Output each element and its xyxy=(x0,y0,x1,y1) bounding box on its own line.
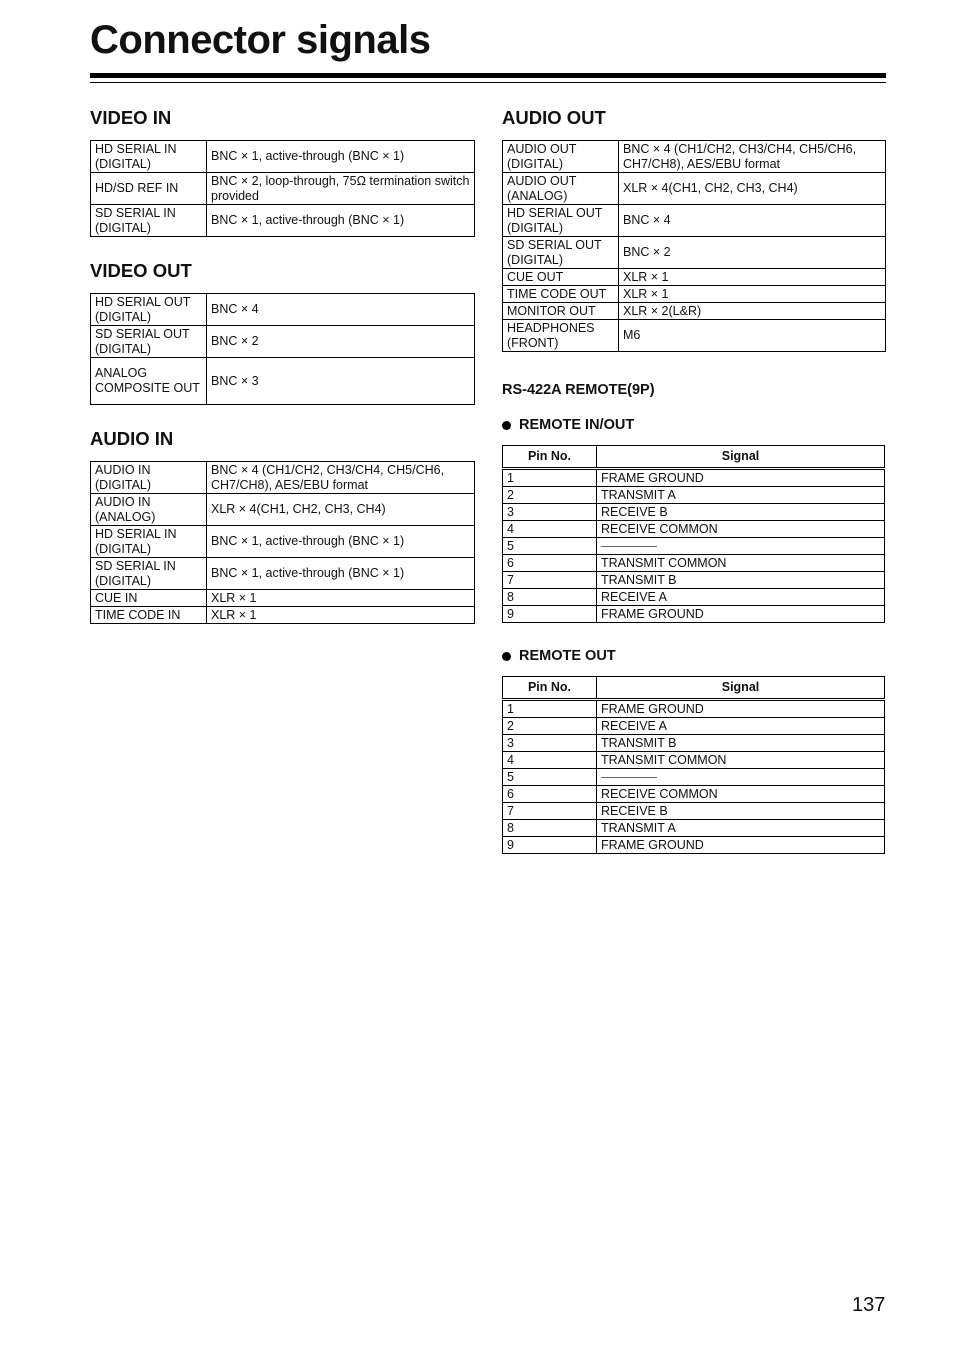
pin-signal-empty xyxy=(597,538,885,555)
table-row xyxy=(503,521,885,538)
connector-name: AUDIO IN (DIGITAL) xyxy=(91,462,207,494)
pin-number: 4 xyxy=(503,521,597,538)
connector-name: AUDIO IN (ANALOG) xyxy=(91,494,207,526)
connector-spec: BNC × 2, loop-through, 75Ω termination switch provided xyxy=(207,173,475,205)
table-row xyxy=(91,205,475,237)
audio-in-table xyxy=(90,461,475,624)
connector-spec: XLR × 4(CH1, CH2, CH3, CH4) xyxy=(207,494,475,526)
left-column xyxy=(90,106,475,624)
table-row xyxy=(503,205,886,237)
pin-signal: TRANSMIT B xyxy=(597,735,885,752)
pin-column-header: Pin No. xyxy=(503,677,597,700)
connector-spec: BNC × 1, active-through (BNC × 1) xyxy=(207,526,475,558)
table-row xyxy=(503,820,885,837)
connector-spec: BNC × 1, active-through (BNC × 1) xyxy=(207,558,475,590)
table-row xyxy=(91,462,475,494)
remote-out-table xyxy=(502,676,885,854)
connector-name: HD SERIAL IN (DIGITAL) xyxy=(91,141,207,173)
connector-name: HD SERIAL OUT (DIGITAL) xyxy=(91,294,207,326)
table-row xyxy=(91,173,475,205)
table-row xyxy=(503,320,886,352)
pin-signal: FRAME GROUND xyxy=(597,606,885,623)
table-row xyxy=(91,590,475,607)
connector-name: CUE IN xyxy=(91,590,207,607)
table-row xyxy=(503,237,886,269)
table-row xyxy=(503,606,885,623)
pin-number: 9 xyxy=(503,606,597,623)
audio-in-heading: AUDIO IN xyxy=(90,428,174,449)
signal-column-header: Signal xyxy=(597,677,885,700)
connector-name: HD/SD REF IN xyxy=(91,173,207,205)
video-in-heading: VIDEO IN xyxy=(90,107,172,128)
connector-spec: XLR × 1 xyxy=(207,590,475,607)
table-row xyxy=(503,538,885,555)
pin-signal: FRAME GROUND xyxy=(597,837,885,854)
table-row xyxy=(91,326,475,358)
table-row xyxy=(503,269,886,286)
video-out-table xyxy=(90,293,475,405)
pin-number: 5 xyxy=(503,538,597,555)
pin-signal: TRANSMIT A xyxy=(597,820,885,837)
table-row xyxy=(503,141,886,173)
connector-name: SD SERIAL IN (DIGITAL) xyxy=(91,205,207,237)
connector-spec: BNC × 1, active-through (BNC × 1) xyxy=(207,205,475,237)
pin-signal: RECEIVE B xyxy=(597,504,885,521)
pin-signal: RECEIVE A xyxy=(597,718,885,735)
connector-name: HEADPHONES (FRONT) xyxy=(503,320,619,352)
pin-signal: RECEIVE A xyxy=(597,589,885,606)
empty-dash xyxy=(601,777,657,778)
pin-number: 1 xyxy=(503,700,597,718)
pin-number: 3 xyxy=(503,735,597,752)
rs422-heading: RS-422A REMOTE(9P) xyxy=(502,382,655,398)
connector-spec: BNC × 2 xyxy=(207,326,475,358)
table-row xyxy=(503,487,885,504)
table-row xyxy=(503,469,885,487)
pin-number: 8 xyxy=(503,820,597,837)
table-row xyxy=(91,141,475,173)
connector-spec: BNC × 4 (CH1/CH2, CH3/CH4, CH5/CH6, CH7/CH8), AES/EBU format xyxy=(207,462,475,494)
remote-out-heading xyxy=(502,646,886,666)
table-row xyxy=(503,286,886,303)
pin-signal: TRANSMIT COMMON xyxy=(597,752,885,769)
pin-signal: RECEIVE B xyxy=(597,803,885,820)
connector-spec: XLR × 2(L&R) xyxy=(619,303,886,320)
connector-name: HD SERIAL OUT (DIGITAL) xyxy=(503,205,619,237)
connector-name: AUDIO OUT (DIGITAL) xyxy=(503,141,619,173)
table-row xyxy=(91,494,475,526)
pin-signal-empty xyxy=(597,769,885,786)
connector-name: AUDIO OUT (ANALOG) xyxy=(503,173,619,205)
empty-dash xyxy=(601,546,657,547)
table-row xyxy=(503,589,885,606)
connector-spec: XLR × 1 xyxy=(207,607,475,624)
pin-number: 6 xyxy=(503,786,597,803)
connector-name: SD SERIAL IN (DIGITAL) xyxy=(91,558,207,590)
pin-number: 2 xyxy=(503,718,597,735)
pin-number: 7 xyxy=(503,572,597,589)
connector-spec: M6 xyxy=(619,320,886,352)
connector-name: CUE OUT xyxy=(503,269,619,286)
remote-in-out-heading xyxy=(502,415,886,435)
pin-number: 4 xyxy=(503,752,597,769)
connector-spec: BNC × 4 xyxy=(619,205,886,237)
audio-out-table xyxy=(502,140,886,352)
connector-name: HD SERIAL IN (DIGITAL) xyxy=(91,526,207,558)
pin-signal: TRANSMIT COMMON xyxy=(597,555,885,572)
page-title: Connector signals xyxy=(90,18,431,62)
remote-in-out-label: REMOTE IN/OUT xyxy=(519,417,635,433)
pin-signal: FRAME GROUND xyxy=(597,700,885,718)
pin-signal: RECEIVE COMMON xyxy=(597,521,885,538)
table-header-row xyxy=(503,677,885,700)
pin-signal: TRANSMIT A xyxy=(597,487,885,504)
table-row xyxy=(503,718,885,735)
connector-spec: BNC × 2 xyxy=(619,237,886,269)
signal-column-header: Signal xyxy=(597,446,885,469)
connector-name: MONITOR OUT xyxy=(503,303,619,320)
table-row xyxy=(503,752,885,769)
connector-name: TIME CODE OUT xyxy=(503,286,619,303)
table-row xyxy=(503,555,885,572)
connector-name: TIME CODE IN xyxy=(91,607,207,624)
table-row xyxy=(91,294,475,326)
connector-spec: XLR × 1 xyxy=(619,286,886,303)
pin-number: 1 xyxy=(503,469,597,487)
connector-name: SD SERIAL OUT (DIGITAL) xyxy=(91,326,207,358)
pin-number: 3 xyxy=(503,504,597,521)
connector-name: ANALOG COMPOSITE OUT xyxy=(91,358,207,405)
bullet-icon xyxy=(502,421,511,430)
pin-signal: RECEIVE COMMON xyxy=(597,786,885,803)
connector-spec: BNC × 1, active-through (BNC × 1) xyxy=(207,141,475,173)
video-out-heading: VIDEO OUT xyxy=(90,260,192,281)
connector-spec: BNC × 4 (CH1/CH2, CH3/CH4, CH5/CH6, CH7/CH8), AES/EBU format xyxy=(619,141,886,173)
title-rule-thin xyxy=(90,82,886,83)
table-row xyxy=(503,735,885,752)
connector-spec: BNC × 3 xyxy=(207,358,475,405)
pin-signal: FRAME GROUND xyxy=(597,469,885,487)
pin-number: 8 xyxy=(503,589,597,606)
remote-out-label: REMOTE OUT xyxy=(519,648,616,664)
table-row xyxy=(503,837,885,854)
table-row xyxy=(91,607,475,624)
connector-spec: XLR × 1 xyxy=(619,269,886,286)
pin-signal: TRANSMIT B xyxy=(597,572,885,589)
table-row xyxy=(91,358,475,405)
right-column xyxy=(502,106,886,854)
title-rule-thick xyxy=(90,73,886,78)
pin-number: 2 xyxy=(503,487,597,504)
connector-spec: XLR × 4(CH1, CH2, CH3, CH4) xyxy=(619,173,886,205)
table-row xyxy=(503,303,886,320)
table-header-row xyxy=(503,446,885,469)
table-row xyxy=(503,803,885,820)
table-row xyxy=(503,769,885,786)
video-in-table xyxy=(90,140,475,237)
pin-number: 5 xyxy=(503,769,597,786)
table-row xyxy=(503,786,885,803)
page-number: 137 xyxy=(852,1294,886,1316)
connector-name: SD SERIAL OUT (DIGITAL) xyxy=(503,237,619,269)
table-row xyxy=(503,572,885,589)
pin-column-header: Pin No. xyxy=(503,446,597,469)
pin-number: 7 xyxy=(503,803,597,820)
table-row xyxy=(91,526,475,558)
audio-out-heading: AUDIO OUT xyxy=(502,107,606,128)
table-row xyxy=(503,700,885,718)
pin-number: 9 xyxy=(503,837,597,854)
table-row xyxy=(503,173,886,205)
remote-in-out-table xyxy=(502,445,885,623)
table-row xyxy=(503,504,885,521)
connector-spec: BNC × 4 xyxy=(207,294,475,326)
pin-number: 6 xyxy=(503,555,597,572)
table-row xyxy=(91,558,475,590)
bullet-icon xyxy=(502,652,511,661)
